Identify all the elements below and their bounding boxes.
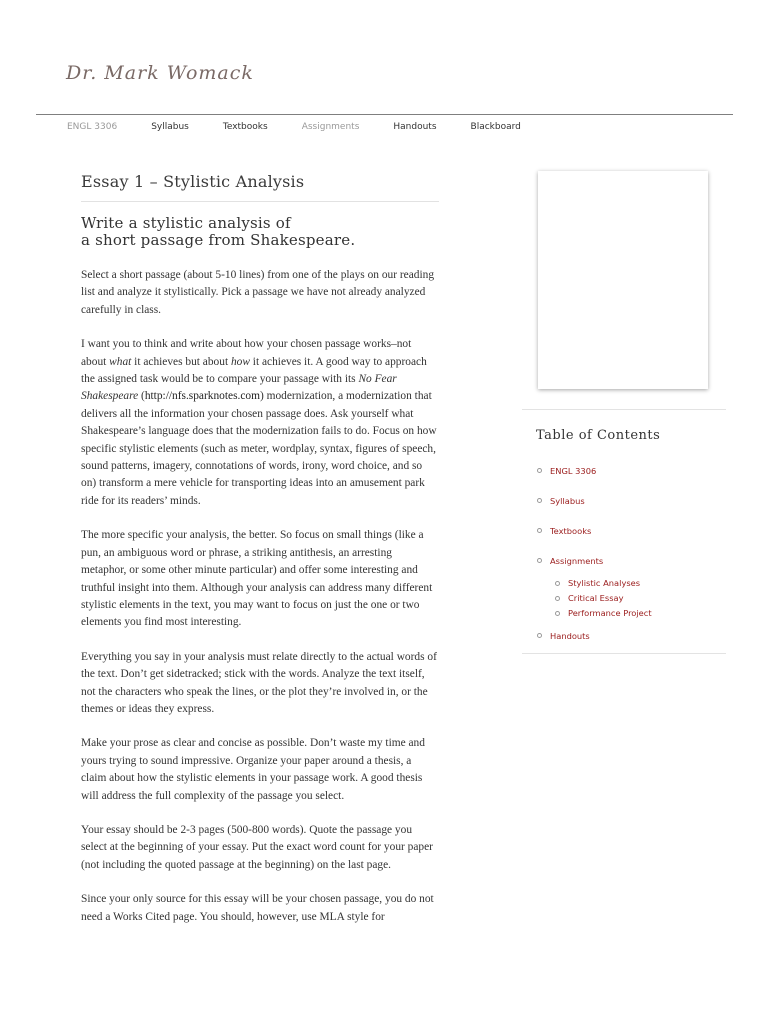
- sidebar-divider-top: [522, 409, 726, 410]
- sparknotes-link[interactable]: http://nfs.sparknotes.com: [144, 390, 260, 403]
- p2-text-1: I want you to think and write about how your chosen passage works–not about: [81, 338, 412, 368]
- table-of-contents: [536, 465, 726, 660]
- toc-link-engl-3306[interactable]: ENGL 3306: [550, 466, 597, 476]
- paragraph-6: Your essay should be 2-3 pages (500-800 words). Quote the passage you select at the beginning of your essay. Put the exact word count for your paper (not including the quoted passage at the beginning) on the last page.: [81, 823, 433, 871]
- toc-subitem-stylistic-analyses: [550, 576, 726, 591]
- nav-blackboard[interactable]: Blackboard: [470, 122, 521, 132]
- paragraph-1: Select a short passage (about 5-10 lines) from one of the plays on our reading list and analyze it stylistically. Pick a passage we have not already analyzed carefully in class.: [81, 269, 435, 316]
- paragraph-5: Make your prose as clear and concise as possible. Don’t waste my time and yours trying to sound impressive. Organize your paper around a thesis, a claim about how the stylistic elements in your passage work. A good thesis will address the full complexity of the passage you select.: [81, 737, 425, 802]
- toc-link-stylistic-analyses[interactable]: Stylistic Analyses: [568, 578, 641, 588]
- bullet-icon: [537, 528, 542, 533]
- bullet-icon: [555, 581, 560, 586]
- nav-syllabus[interactable]: Syllabus: [151, 122, 189, 132]
- title-divider: [81, 201, 439, 202]
- toc-item-assignments: [536, 555, 726, 621]
- p2-text-4: (: [138, 390, 145, 403]
- bullet-icon: [537, 558, 542, 563]
- bullet-icon: [537, 633, 542, 638]
- header-divider: [36, 114, 733, 115]
- toc-subitem-performance-project: [550, 606, 726, 621]
- site-title[interactable]: Dr. Mark Womack: [66, 62, 254, 84]
- paragraph-2: [81, 336, 439, 510]
- bullet-icon: [555, 611, 560, 616]
- assignment-subheading: [81, 215, 439, 249]
- subhead-line-1: Write a stylistic analysis of: [81, 214, 291, 232]
- paragraph-7: Since your only source for this essay will be your chosen passage, you do not need a Works Cited page. You should, however, use MLA style for: [81, 893, 434, 923]
- nav-assignments[interactable]: Assignments: [301, 122, 360, 132]
- p2-em-no-fear-shakespeare: No Fear Shakespeare: [81, 373, 397, 403]
- p2-text-2: it achieves but about: [131, 355, 231, 368]
- toc-title: Table of Contents: [536, 428, 661, 443]
- toc-item-textbooks: [536, 525, 726, 538]
- bullet-icon: [537, 498, 542, 503]
- nav-textbooks[interactable]: Textbooks: [222, 122, 268, 132]
- nav-handouts[interactable]: Handouts: [393, 122, 437, 132]
- page-title: Essay 1 – Stylistic Analysis: [81, 172, 305, 191]
- toc-link-textbooks[interactable]: Textbooks: [550, 526, 592, 536]
- p2-em-how: how: [230, 355, 250, 368]
- toc-link-handouts[interactable]: Handouts: [550, 631, 590, 641]
- toc-link-syllabus[interactable]: Syllabus: [550, 496, 585, 506]
- toc-link-performance-project[interactable]: Performance Project: [568, 608, 652, 618]
- paragraph-4: Everything you say in your analysis must relate directly to the actual words of the text. Don’t get sidetracked; stick with the words. Analyze the text itself, not the characters who speak the lines, or the plot they’re involved in, or the themes or ideas they express.: [81, 650, 437, 715]
- toc-link-critical-essay[interactable]: Critical Essay: [568, 593, 624, 603]
- p2-text-3: it achieves it. A good way to approach the assigned task would be to compare your passage with its: [81, 355, 427, 386]
- bullet-icon: [537, 468, 542, 473]
- main-content: [81, 172, 439, 943]
- toc-assignments-submenu: [550, 576, 726, 621]
- nav-engl-3306[interactable]: ENGL 3306: [67, 122, 118, 132]
- toc-item-handouts: [536, 630, 726, 643]
- toc-item-syllabus: [536, 495, 726, 508]
- main-nav: [67, 122, 555, 132]
- toc-subitem-critical-essay: [550, 591, 726, 606]
- p2-text-5: ) modernization, a modernization that delivers all the information your chosen passage does. Ask yourself what Shakespeare’s language does that the modernization fails to do. Focus on how specific stylistic elements (such as meter, wordplay, syntax, figures of speech, sound patterns, imagery, connotations of words, irony, word choice, and so on) transform a mere vehicle for transporting ideas into an amusement park ride for its readers’ minds.: [81, 390, 437, 507]
- paragraph-3: The more specific your analysis, the better. So focus on small things (like a pun, an ambiguous word or phrase, a striking antithesis, an arresting metaphor, or some other minute particular) and offer some interesting and truthful insight into them. Although your analysis can address many different stylistic elements in the text, you may want to focus on just the one or two elements you find most interesting.: [81, 529, 433, 629]
- toc-item-engl-3306: [536, 465, 726, 478]
- sidebar-divider-bottom: [522, 653, 726, 654]
- p2-em-what: what: [109, 355, 132, 368]
- toc-link-assignments[interactable]: Assignments: [550, 556, 604, 566]
- sidebar-ad-box: [538, 171, 708, 389]
- subhead-line-2: a short passage from Shakespeare.: [81, 231, 356, 249]
- bullet-icon: [555, 596, 560, 601]
